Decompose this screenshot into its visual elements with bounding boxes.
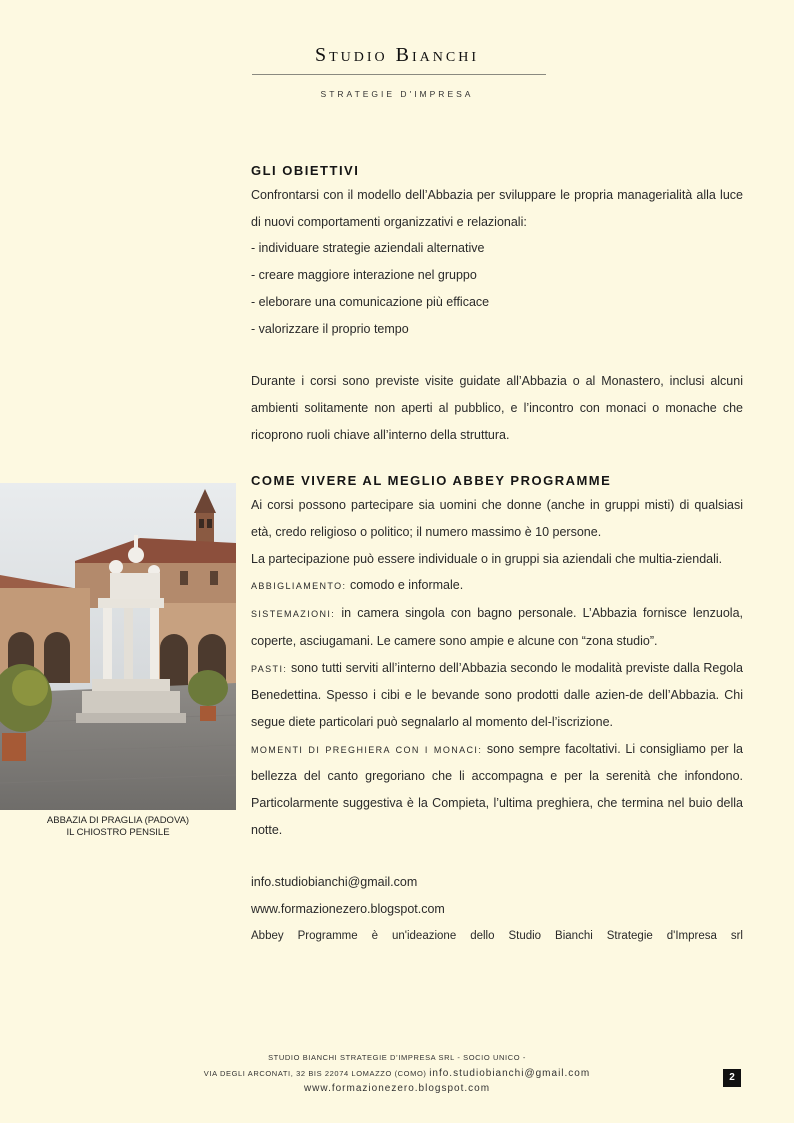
rooms-paragraph <box>251 600 743 654</box>
footer-website[interactable]: www.formazionezero.blogspot.com <box>303 1083 491 1094</box>
prayer-text: sono sempre facoltativi. Li consigliamo per la bellezza del canto gregoriano che li accompagna e per la serenità che infondono. Particolarmente suggestiva è la Compieta, l’ultima preghiera, che termina nel buio della notte. <box>251 741 743 837</box>
objective-item: - valorizzare il proprio tempo <box>251 321 409 336</box>
meals-label: PASTI: <box>251 663 288 674</box>
prayer-label: MOMENTI DI PREGHIERA CON I MONACI: <box>251 744 483 755</box>
main-content <box>251 160 743 950</box>
objective-item: - creare maggiore interazione nel gruppo <box>251 268 477 283</box>
photo-caption <box>0 815 236 839</box>
section-title-obiettivi: GLI OBIETTIVI <box>251 163 360 178</box>
participants-paragraph: Ai corsi possono partecipare sia uomini che donne (anche in gruppi misti) di qualsiasi età, credo religioso o politico; il numero massimo è 10 persone. <box>251 498 743 540</box>
brand-title: Studio Bianchi <box>314 44 479 66</box>
footer-address-line <box>0 1066 794 1082</box>
prayer-paragraph <box>251 736 743 844</box>
ideation-note: Abbey Programme è un'ideazione dello Studio Bianchi Strategie d'Impresa srl <box>251 929 743 942</box>
header-divider <box>252 74 546 75</box>
caption-line: ABBAZIA DI PRAGLIA (PADOVA) <box>46 815 190 826</box>
footer-address: VIA DEGLI ARCONATI, 32 BIS 22074 LOMAZZO (COMO) <box>203 1069 427 1078</box>
dress-label: ABBIGLIAMENTO: <box>251 581 347 592</box>
abbey-cloister-photo <box>0 483 236 810</box>
rooms-text: in camera singola con bagno personale. L’Abbazia fornisce lenzuola, coperte, asciugamani. Le camere sono ampie e alcune con “zona studio”. <box>251 606 743 648</box>
rooms-label: SISTEMAZIONI: <box>251 609 336 620</box>
section-title-abbey-programme: COME VIVERE AL MEGLIO ABBEY PROGRAMME <box>251 473 612 489</box>
visits-paragraph: Durante i corsi sono previste visite guidate all’Abbazia o al Monastero, inclusi alcuni ambienti solitamente non aperti al pubblico, e l’incontro con monaci o monache che ricoprono ruoli chiave all’interno della struttura. <box>251 374 743 442</box>
meals-paragraph <box>251 655 743 736</box>
spacer <box>251 342 743 368</box>
caption-line: IL CHIOSTRO PENSILE <box>66 827 170 838</box>
spacer <box>251 448 743 470</box>
objective-item: - eleborare una comunicazione più efficace <box>251 294 490 309</box>
spacer <box>251 843 743 869</box>
document-header <box>0 44 794 99</box>
contact-website[interactable]: www.formazionezero.blogspot.com <box>251 902 445 917</box>
document-footer <box>0 1050 794 1095</box>
meals-text: sono tutti serviti all’interno dell’Abbazia secondo le modalità previste dalla Regola Benedettina. Spesso i cibi e le bevande sono prodotti dalle azien-de dell’Abbazia. Chi segue diete particolari può segnalarlo al momento del-l’iscrizione. <box>251 660 743 729</box>
brand-tagline: STRATEGIE D'IMPRESA <box>320 89 474 99</box>
page-number: 2 <box>723 1069 741 1087</box>
objectives-intro: Confrontarsi con il modello dell’Abbazia per sviluppare le propria managerialità alla luce di nuovi comportamenti organizzativi e relazionali: <box>251 188 743 229</box>
participation-paragraph: La partecipazione può essere individuale o in gruppi sia aziendali che multia-ziendali. <box>251 551 723 566</box>
contact-email[interactable]: info.studiobianchi@gmail.com <box>251 875 418 890</box>
dress-paragraph <box>251 572 743 600</box>
footer-email[interactable]: info.studiobianchi@gmail.com <box>429 1068 591 1079</box>
dress-text: comodo e informale. <box>346 578 464 593</box>
footer-company: STUDIO BIANCHI STRATEGIE D’IMPRESA SRL - SOCIO UNICO - <box>268 1053 526 1062</box>
objective-item: - individuare strategie aziendali alternative <box>251 241 485 256</box>
